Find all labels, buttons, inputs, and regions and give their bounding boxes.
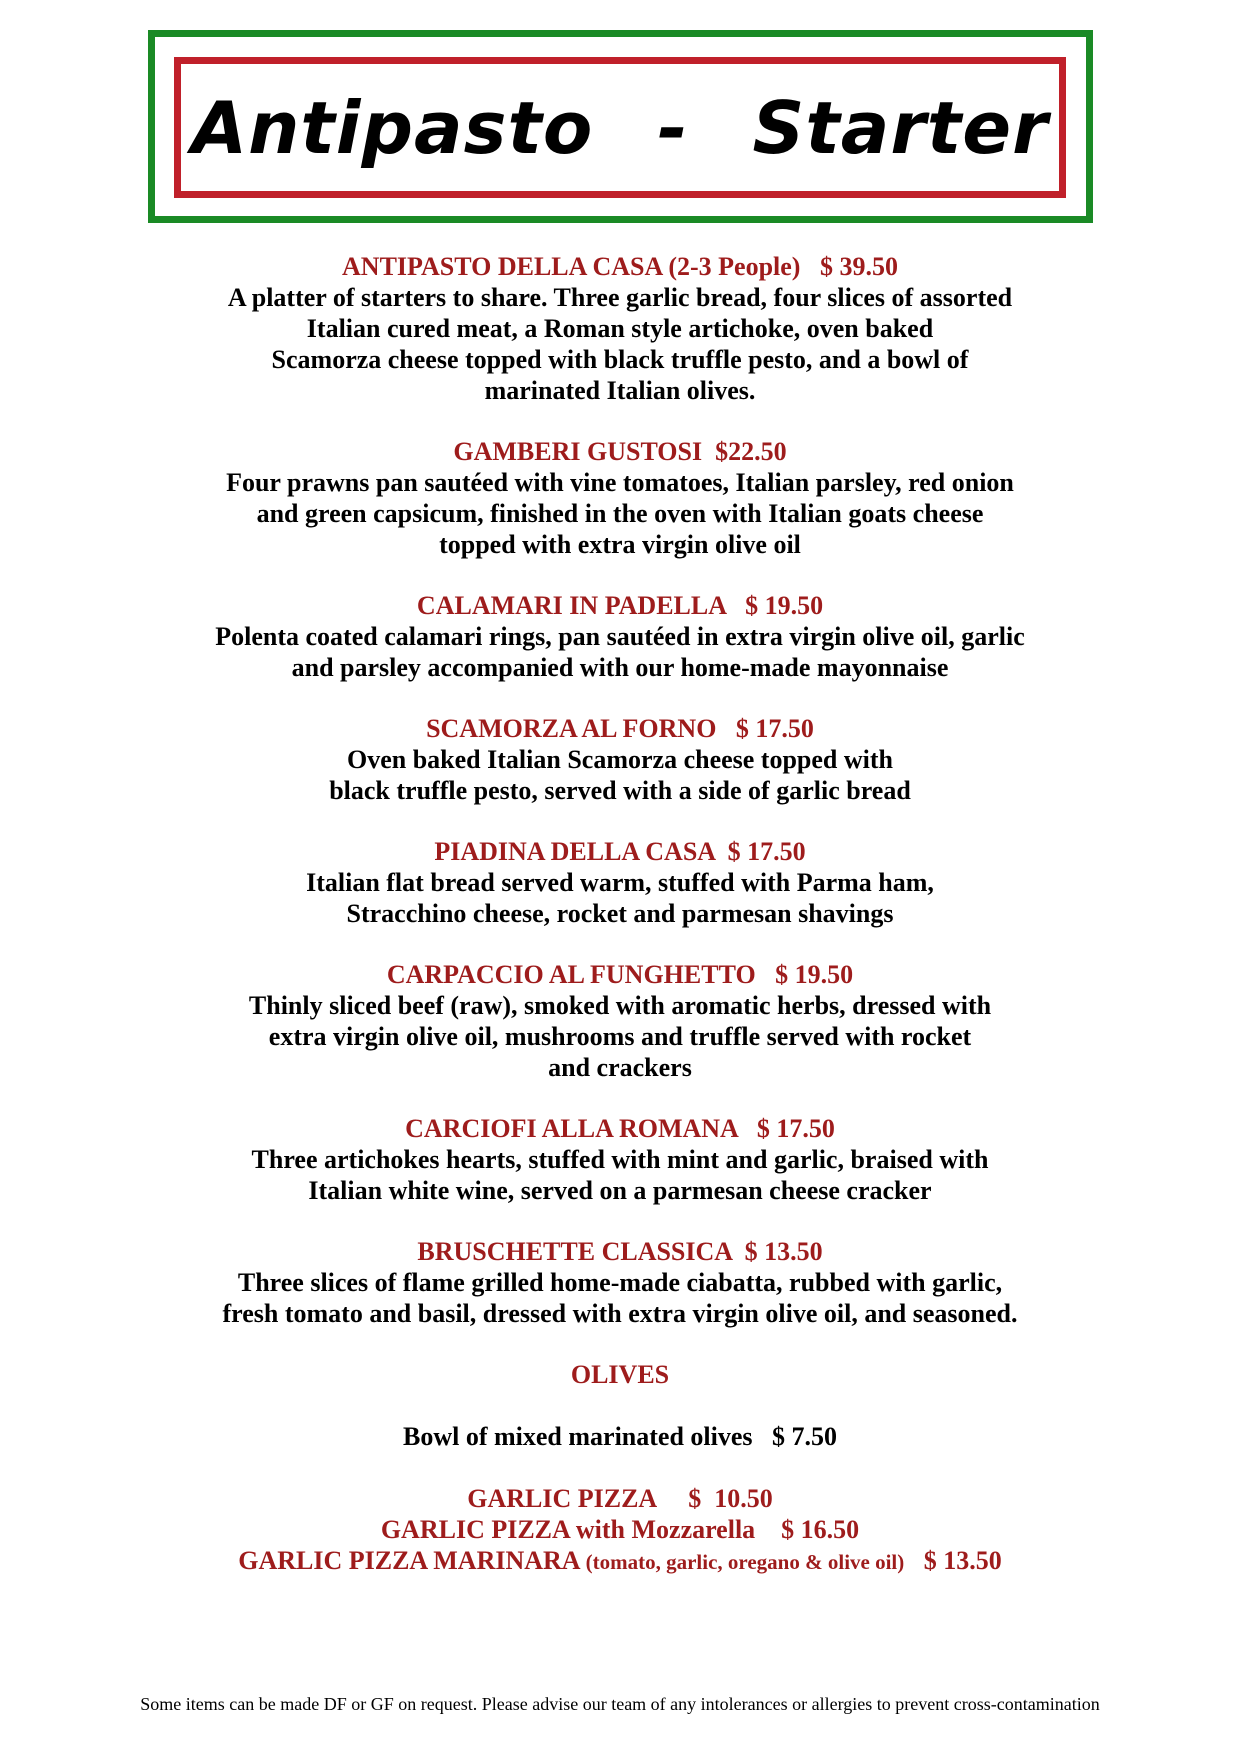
item-name: GAMBERI GUSTOSI $22.50 bbox=[453, 437, 787, 466]
item-name: BRUSCHETTE CLASSICA $ 13.50 bbox=[417, 1237, 823, 1266]
item-name: CARPACCIO AL FUNGHETTO $ 19.50 bbox=[386, 960, 854, 989]
item-name: CALAMARI IN PADELLA $ 19.50 bbox=[416, 591, 824, 620]
menu-item-garlic-pizza bbox=[130, 1483, 1110, 1578]
item-name: SCAMORZA AL FORNO $ 17.50 bbox=[426, 714, 814, 743]
allergy-note: Some items can be made DF or GF on request. Please advise our team of any intolerances or allergies to prevent cross-contamination bbox=[140, 1694, 1100, 1714]
garlic-pizza-line: GARLIC PIZZA $ 10.50 bbox=[467, 1484, 773, 1513]
item-description: Oven baked Italian Scamorza cheese topped with black truffle pesto, served with a side of garlic bread bbox=[329, 745, 911, 805]
menu-item bbox=[130, 837, 1110, 929]
item-name: CARCIOFI ALLA ROMANA $ 17.50 bbox=[405, 1114, 835, 1143]
title-frame-inner bbox=[174, 57, 1066, 198]
menu-item bbox=[130, 960, 1110, 1083]
item-name: OLIVES bbox=[570, 1360, 670, 1389]
menu-item bbox=[130, 591, 1110, 683]
item-description bbox=[130, 1390, 1110, 1452]
page-title: Antipasto - Starter bbox=[191, 85, 1049, 170]
item-description: Three artichokes hearts, stuffed with mint and garlic, braised with Italian white wine, served on a parmesan cheese cracker bbox=[251, 1145, 989, 1205]
garlic-pizza-marinara-line bbox=[130, 1545, 1110, 1578]
olives-price: $ 7.50 bbox=[772, 1422, 838, 1451]
item-name: ANTIPASTO DELLA CASA (2-3 People) $ 39.50 bbox=[342, 252, 898, 281]
menu-item bbox=[130, 252, 1110, 406]
garlic-pizza-mozzarella-line: GARLIC PIZZA with Mozzarella $ 16.50 bbox=[380, 1515, 860, 1544]
item-description: Polenta coated calamari rings, pan sautéed in extra virgin olive oil, garlic and parsley accompanied with our home-made mayonnaise bbox=[215, 622, 1025, 682]
item-description: A platter of starters to share. Three garlic bread, four slices of assorted Italian cured meat, a Roman style artichoke, oven baked Scamorza cheese topped with black truffle pesto, and a bowl of marinated Italian olives. bbox=[227, 283, 1013, 405]
item-description: Three slices of flame grilled home-made ciabatta, rubbed with garlic, fresh tomato and basil, dressed with extra virgin olive oil, and seasoned. bbox=[222, 1268, 1018, 1328]
item-description: Italian flat bread served warm, stuffed with Parma ham, Stracchino cheese, rocket and parmesan shavings bbox=[306, 868, 934, 928]
item-name: PIADINA DELLA CASA $ 17.50 bbox=[434, 837, 806, 866]
marinara-detail: (tomato, garlic, oregano & olive oil) bbox=[585, 1550, 905, 1574]
marinara-price: $ 13.50 bbox=[904, 1546, 1002, 1575]
menu-item bbox=[130, 1114, 1110, 1206]
olives-description: Bowl of mixed marinated olives bbox=[402, 1422, 753, 1451]
marinara-name: GARLIC PIZZA MARINARA bbox=[238, 1546, 586, 1575]
item-description: Four prawns pan sautéed with vine tomatoes, Italian parsley, red onion and green capsicum, finished in the oven with Italian goats cheese topped with extra virgin olive oil bbox=[226, 468, 1014, 559]
menu-item bbox=[130, 437, 1110, 560]
menu-item bbox=[130, 1237, 1110, 1329]
item-description: Thinly sliced beef (raw), smoked with aromatic herbs, dressed with extra virgin olive oil, mushrooms and truffle served with rocket and crackers bbox=[248, 991, 992, 1082]
menu-item bbox=[130, 714, 1110, 806]
menu-item-olives bbox=[130, 1360, 1110, 1452]
menu-list bbox=[130, 252, 1110, 1609]
